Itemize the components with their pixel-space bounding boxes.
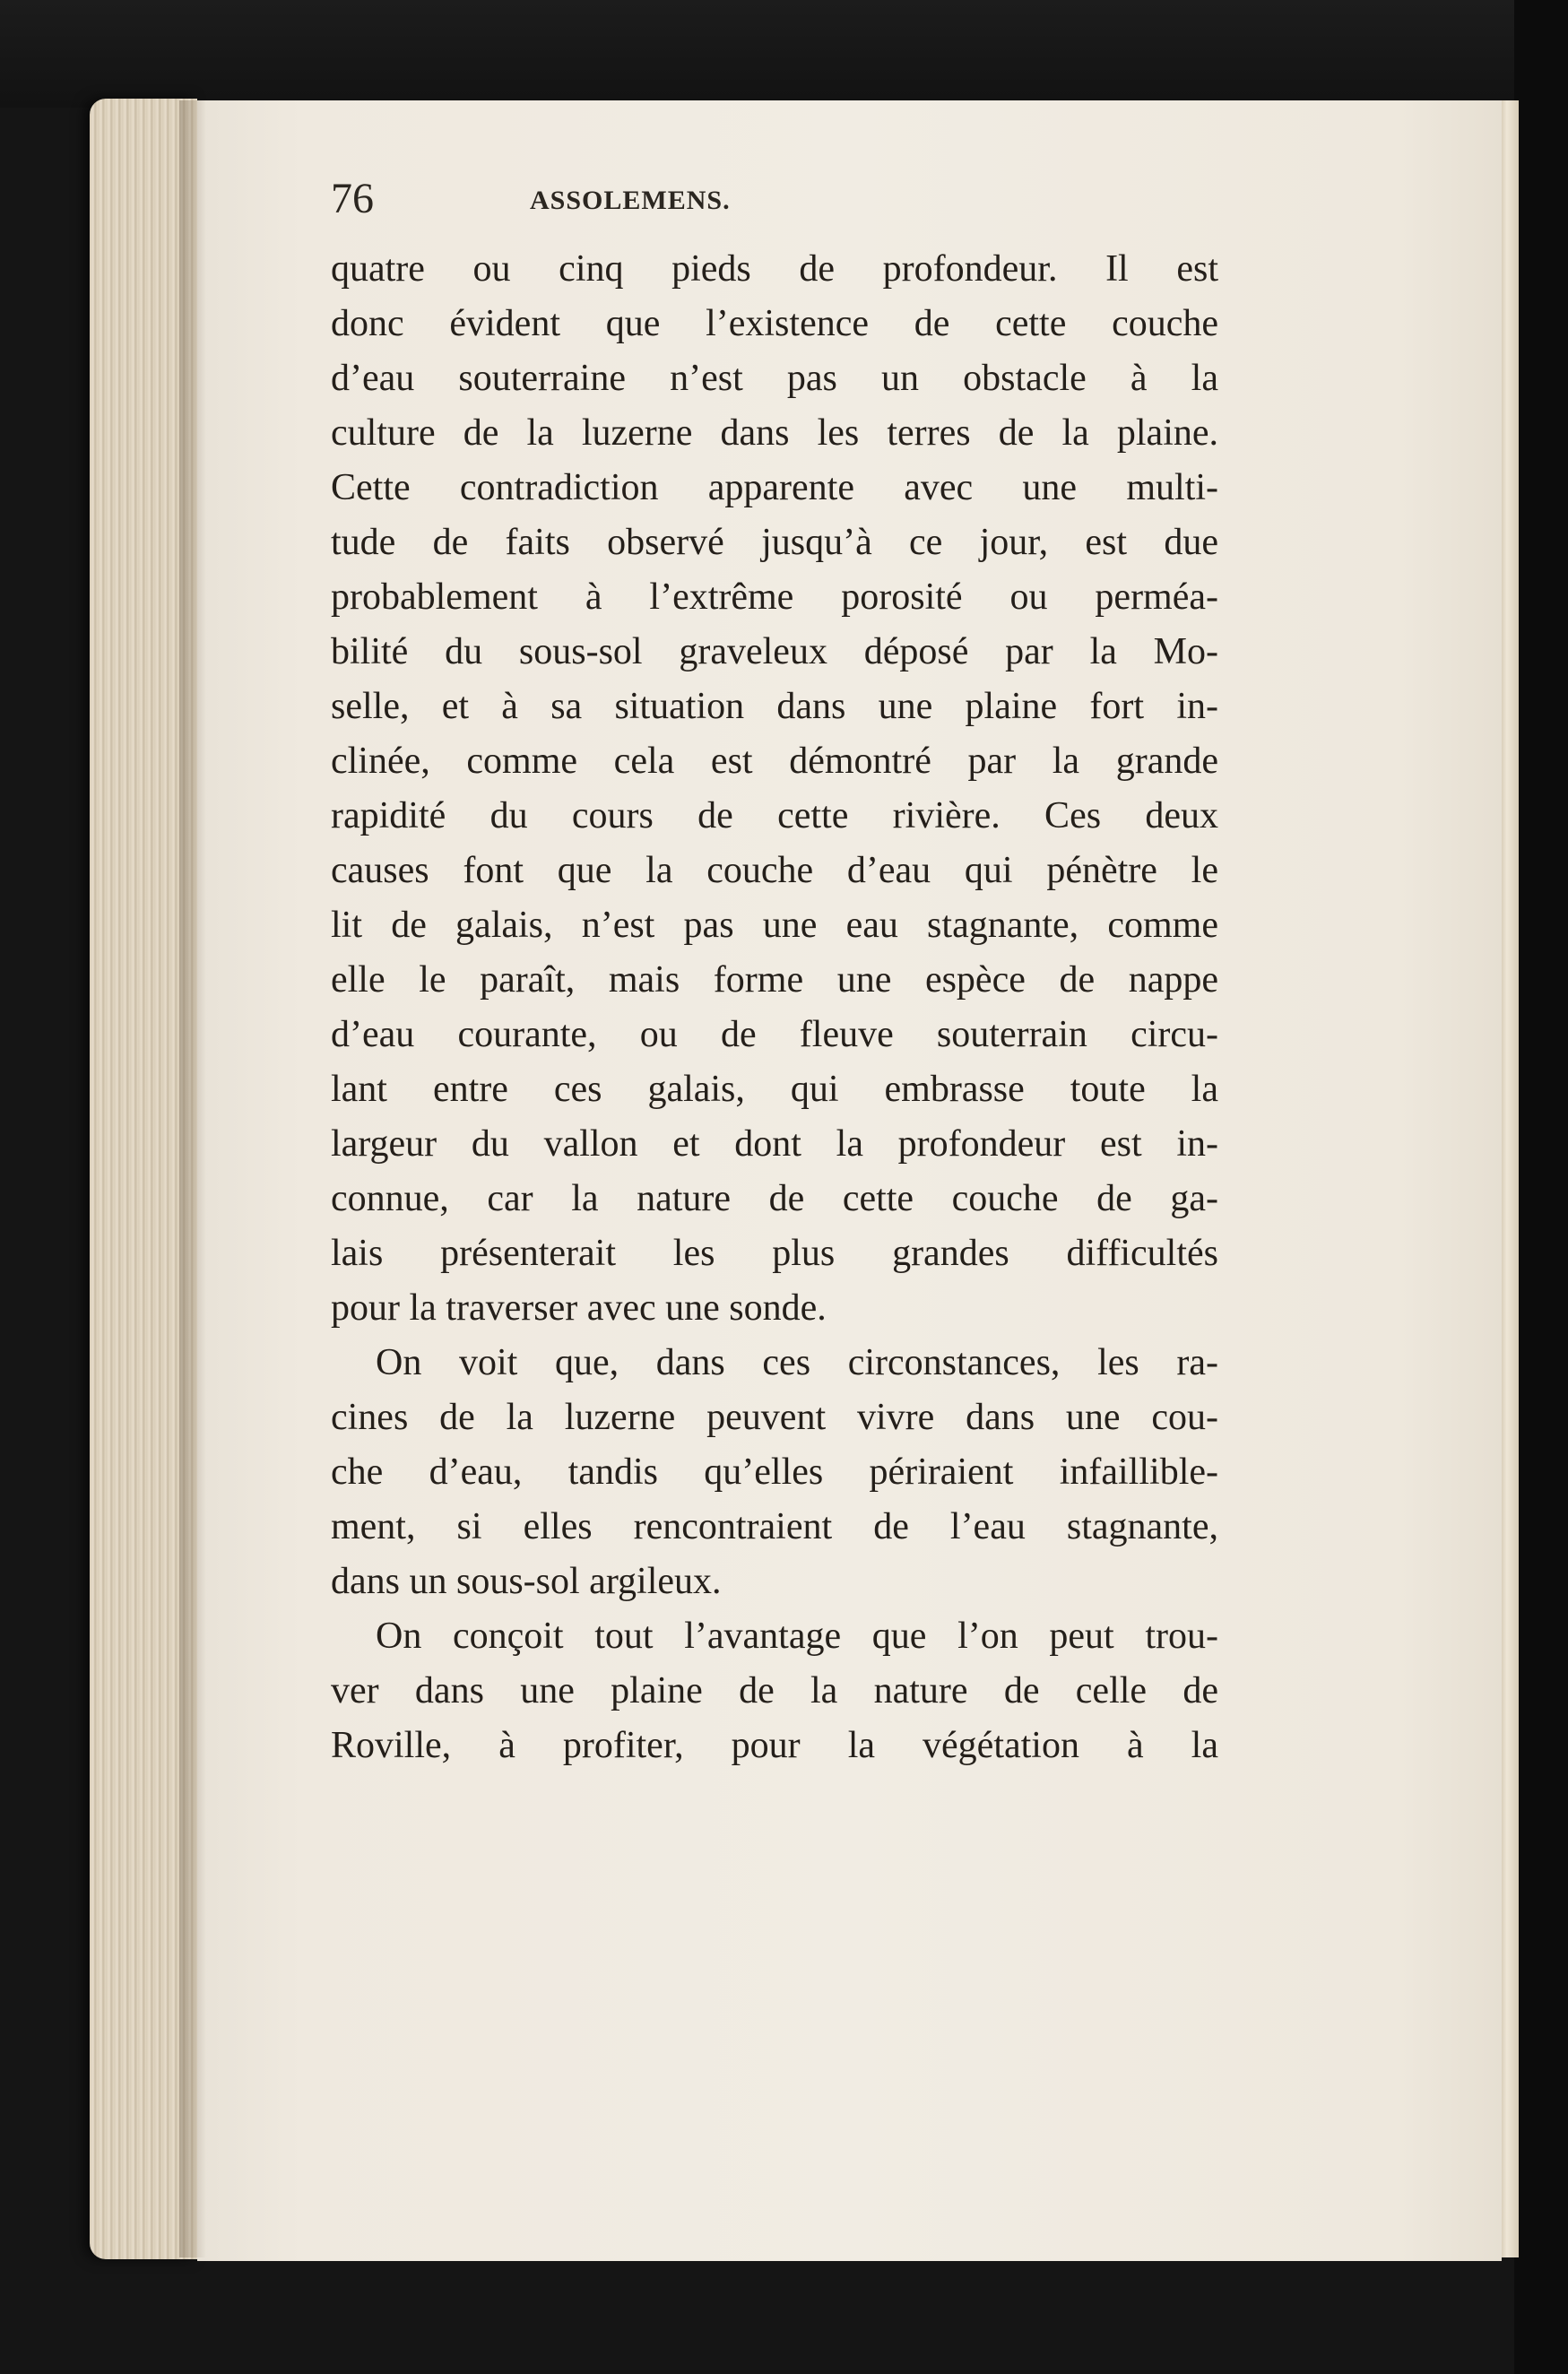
text-line: rapidité du cours de cette rivière. Ces deux [331,795,1218,836]
backdrop [0,0,1568,108]
text-line: connue, car la nature de cette couche de ga- [331,1178,1218,1219]
page-number: 76 [331,175,374,222]
text-line: cines de la luzerne peuvent vivre dans une cou- [331,1397,1218,1438]
text-line: lit de galais, n’est pas une eau stagnante, comme [331,905,1218,946]
text-line: selle, et à sa situation dans une plaine fort in- [331,686,1218,727]
running-head: ASSOLEMENS. [530,186,731,215]
text-line: Cette contradiction apparente avec une multi- [331,467,1218,508]
page-header [331,170,833,233]
text-line: largeur du vallon et dont la profondeur est in- [331,1123,1218,1165]
text-line: pour la traverser avec une sonde. [331,1287,827,1329]
gutter-shadow [179,100,206,2257]
next-leaf-edge [1499,100,1519,2257]
text-line: donc évident que l’existence de cette couche [331,303,1218,344]
text-line: clinée, comme cela est démontré par la grande [331,741,1218,782]
text-line: elle le paraît, mais forme une espèce de nappe [331,959,1218,1001]
text-line: On conçoit tout l’avantage que l’on peut trou- [376,1616,1218,1657]
text-line: probablement à l’extrême porosité ou perméa- [331,576,1218,618]
text-line: culture de la luzerne dans les terres de la plaine. [331,412,1218,454]
backdrop-right [1514,0,1568,2374]
text-line: ver dans une plaine de la nature de celle de [331,1670,1218,1711]
body-text [331,242,1218,1773]
text-line: d’eau souterraine n’est pas un obstacle à la [331,358,1218,399]
text-line: ment, si elles rencontraient de l’eau stagnante, [331,1506,1218,1547]
text-line: tude de faits observé jusqu’à ce jour, est due [331,522,1218,563]
text-line: On voit que, dans ces circonstances, les ra- [376,1342,1218,1383]
text-line: che d’eau, tandis qu’elles périraient infaillible- [331,1451,1218,1493]
text-line: bilité du sous-sol graveleux déposé par la Mo- [331,631,1218,672]
text-line: lant entre ces galais, qui embrasse toute la [331,1069,1218,1110]
text-line: lais présenterait les plus grandes difficultés [331,1233,1218,1274]
text-line: causes font que la couche d’eau qui pénètre le [331,850,1218,891]
text-line: dans un sous-sol argileux. [331,1561,722,1602]
text-line: d’eau courante, ou de fleuve souterrain circu- [331,1014,1218,1055]
text-line: Roville, à profiter, pour la végétation à la [331,1725,1218,1766]
text-line: quatre ou cinq pieds de profondeur. Il est [331,248,1218,290]
